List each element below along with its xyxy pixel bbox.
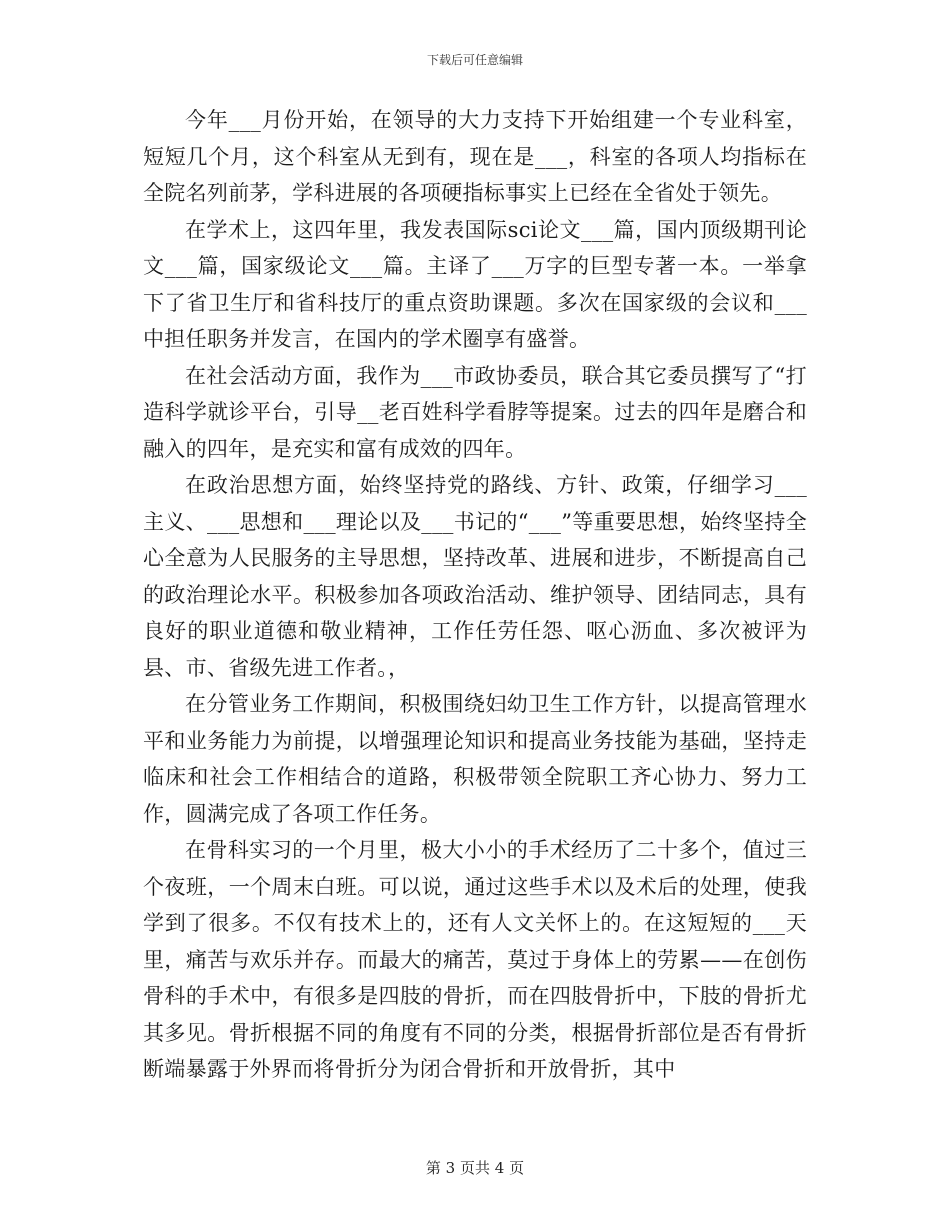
- paragraph-6: 在骨科实习的一个月里，极大小小的手术经历了二十多个，值过三个夜班，一个周末白班。可以说，通过这些手术以及术后的处理，使我学到了很多。不仅有技术上的，还有人文关怀上的。在这短短的___天里，痛苦与欢乐并存。而最大的痛苦，莫过于身体上的劳累——在创伤骨科的手术中，有很多是四肢的骨折，而在四肢骨折中，下肢的骨折尤其多见。骨折根据不同的角度有不同的分类，根据骨折部位是否有骨折断端暴露于外界而将骨折分为闭合骨折和开放骨折，其中: [143, 838, 807, 1081]
- paragraph-5: 在分管业务工作期间，积极围绕妇幼卫生工作方针，以提高管理水平和业务能力为前提，以增强理论知识和提高业务技能为基础，坚持走临床和社会工作相结合的道路，积极带领全院职工齐心协力、努力工作，圆满完成了各项工作任务。: [143, 692, 807, 826]
- paragraph-1: 今年___月份开始，在领导的大力支持下开始组建一个专业科室，短短几个月，这个科室从无到有，现在是___，科室的各项人均指标在全院名列前茅，学科进展的各项硬指标事实上已经在全省处于领先。: [143, 108, 807, 205]
- document-body: [143, 102, 807, 1088]
- paragraph-4: 在政治思想方面，始终坚持党的路线、方针、政策，仔细学习___主义、___思想和___理论以及___书记的“___”等重要思想，始终坚持全心全意为人民服务的主导思想，坚持改革、进展和进步，不断提高自己的政治理论水平。积极参加各项政治活动、维护领导、团结同志，具有良好的职业道德和敬业精神，工作任劳任怨、呕心沥血、多次被评为县、市、省级先进工作者。，: [143, 473, 807, 680]
- paragraph-2: 在学术上，这四年里，我发表国际sci论文___篇，国内顶级期刊论文___篇，国家级论文___篇。主译了___万字的巨型专著一本。一举拿下了省卫生厅和省科技厅的重点资助课题。多次在国家级的会议和___中担任职务并发言，在国内的学术圈享有盛誉。: [143, 217, 807, 351]
- page-footer: 第 3 页共 4 页: [425, 1159, 525, 1177]
- paragraph-3: 在社会活动方面，我作为___市政协委员，联合其它委员撰写了“打造科学就诊平台，引导__老百姓科学看脖等提案。过去的四年是磨合和融入的四年，是充实和富有成效的四年。: [143, 363, 807, 461]
- page-header: 下载后可任意编辑: [426, 53, 523, 67]
